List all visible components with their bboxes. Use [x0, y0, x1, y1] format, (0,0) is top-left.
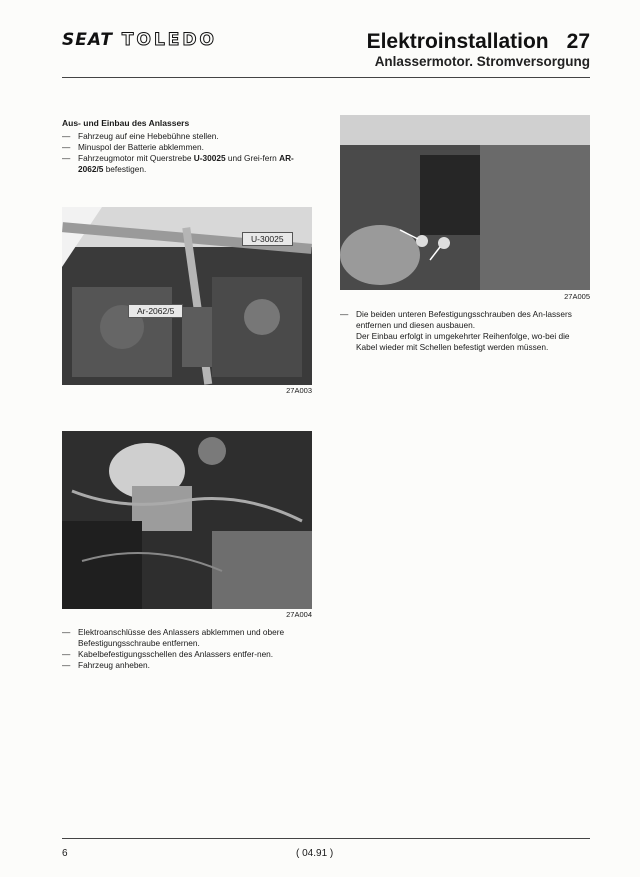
- title-text: Elektroinstallation: [366, 30, 549, 53]
- installation-note: Der Einbau erfolgt in umgekehrter Reihenfolge, wo-bei die Kabel wieder mit Schellen befestigt werden müssen.: [356, 331, 570, 352]
- list-item: — Die beiden unteren Befestigungsschrauben des An-lassers entfernen und diesen ausbauen.: [340, 309, 590, 331]
- step-text: befestigen.: [103, 164, 147, 174]
- list-item: — Fahrzeug anheben.: [62, 660, 312, 671]
- page-title: [367, 30, 590, 54]
- callout-u30025: U-30025: [242, 232, 293, 246]
- steps-list: [62, 131, 314, 175]
- steps-list: [62, 627, 312, 671]
- section-title: Aus- und Einbau des Anlassers: [62, 118, 190, 128]
- tool-code: AR-2062/5: [78, 153, 294, 174]
- list-item: [62, 153, 314, 175]
- figure-starter-connections: [62, 431, 312, 609]
- model-name: TOLEDO: [121, 30, 217, 50]
- figure-caption: 27A003: [286, 386, 312, 395]
- steps-list: [340, 309, 590, 331]
- header-rule: [62, 77, 590, 78]
- figure-lower-bolts: [340, 115, 590, 290]
- list-item: — Elektroanschlüsse des Anlassers abklemmen und obere Befestigungsschraube entfernen.: [62, 627, 312, 649]
- revision-date: ( 04.91 ): [296, 848, 334, 859]
- page-number: 6: [62, 848, 68, 859]
- callout-ar2062: Ar-2062/5: [128, 304, 183, 318]
- page-subtitle: Anlassermotor. Stromversorgung: [374, 54, 590, 69]
- step-text: und Grei-fern: [225, 153, 280, 163]
- list-item: — Minuspol der Batterie abklemmen.: [62, 142, 314, 153]
- brand-name: SEAT: [62, 30, 113, 50]
- figure-caption: 27A005: [564, 292, 590, 301]
- brand-logo: [62, 30, 217, 50]
- figure-caption: 27A004: [286, 610, 312, 619]
- list-item: — Fahrzeug auf eine Hebebühne stellen.: [62, 131, 314, 142]
- footer-rule: [62, 838, 590, 839]
- step-text: Fahrzeugmotor mit Querstrebe: [78, 153, 194, 163]
- list-item: — Kabelbefestigungsschellen des Anlassers entfer-nen.: [62, 649, 312, 660]
- tool-code: U-30025: [193, 153, 226, 163]
- chapter-number: 27: [566, 30, 590, 53]
